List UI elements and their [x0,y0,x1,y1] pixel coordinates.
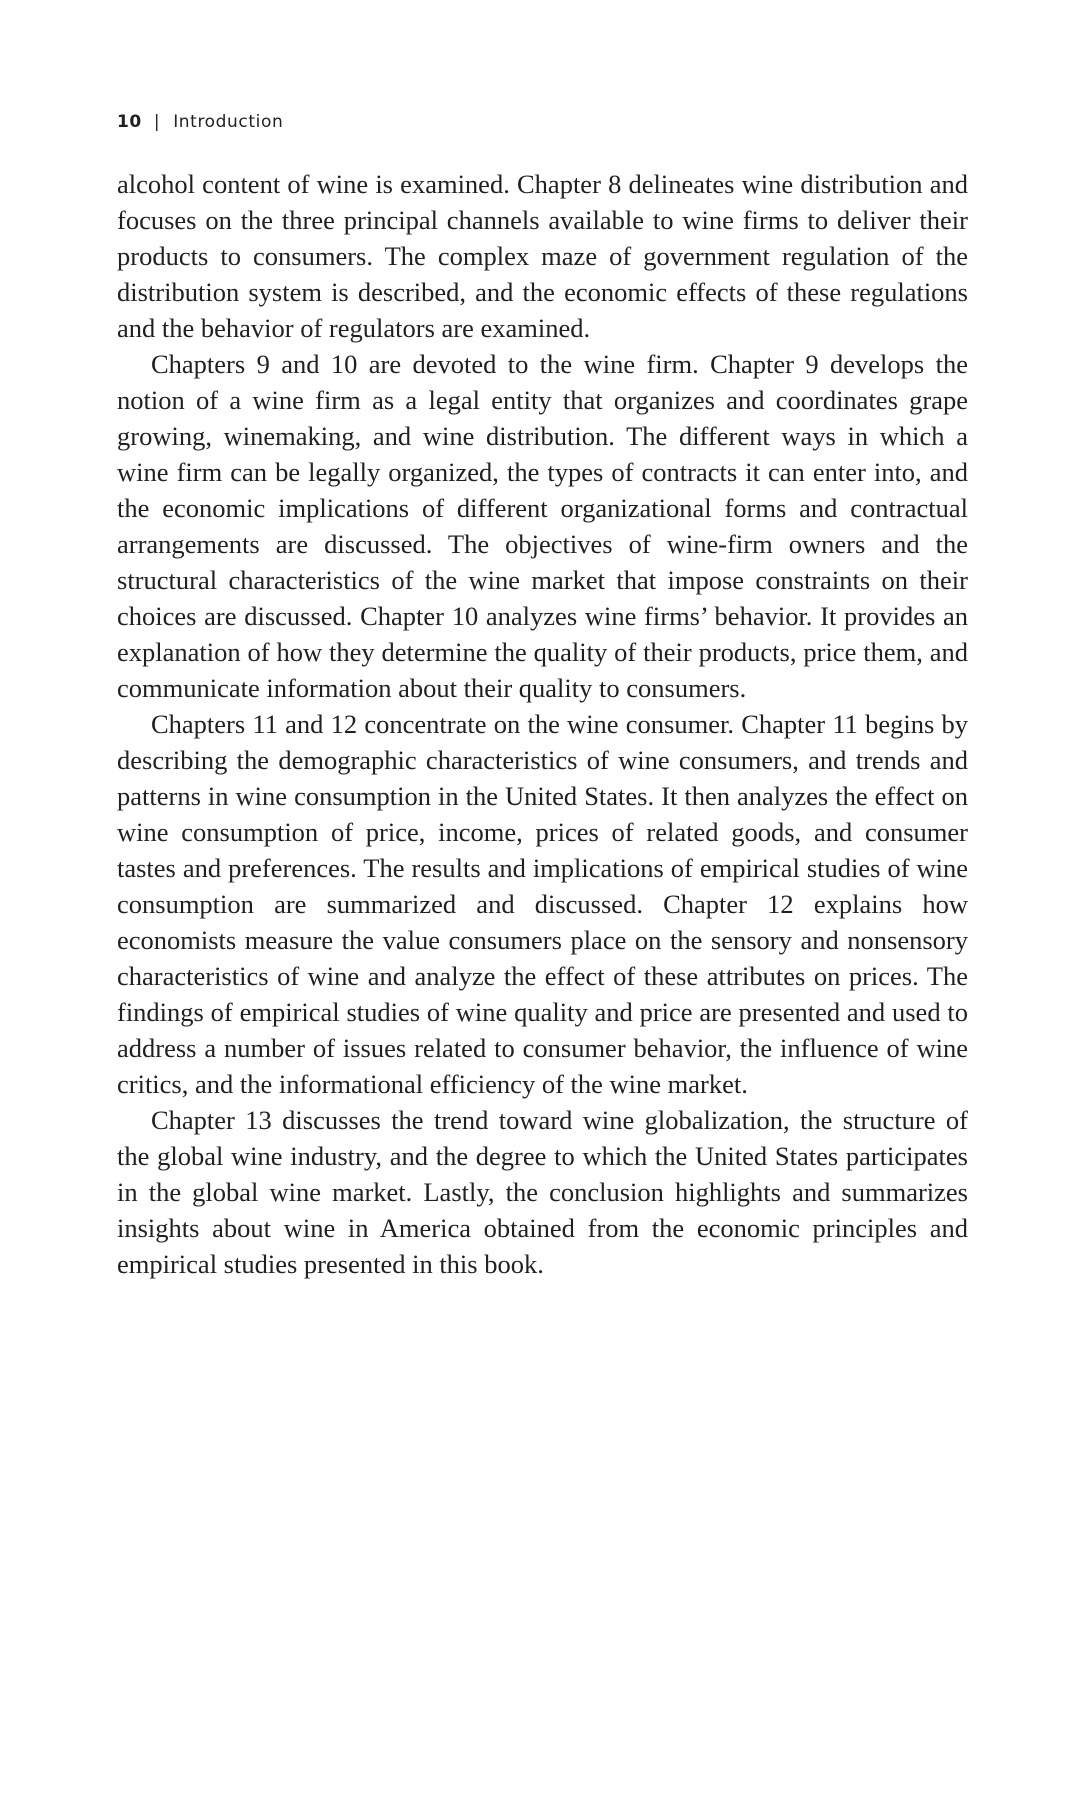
page-number: 10 [117,112,142,132]
running-header [117,112,283,132]
body-text [117,166,968,1282]
paragraph-continued: alcohol content of wine is examined. Chapter 8 delineates wine distribution and focuses on the three principal channels available to wine firms to deliver their products to consumers. The complex maze of government regulation of the distribution system is described, and the economic effects of these regulations and the behavior of regulators are examined. [117,169,968,343]
paragraph-wine-consumer: Chapters 11 and 12 concentrate on the wine consumer. Chapter 11 begins by describing the demographic characteristics of wine consumers, and trends and patterns in wine consumption in the United States. It then analyzes the effect on wine consumption of price, income, prices of related goods, and consumer tastes and preferences. The results and implications of empirical studies of wine consumption are summarized and discussed. Chapter 12 explains how economists measure the value consumers place on the sensory and nonsensory characteristics of wine and analyze the effect of these attributes on prices. The findings of empirical studies of wine quality and price are presented and used to address a number of issues related to consumer behavior, the influence of wine critics, and the informational efficiency of the wine market. [117,709,968,1099]
paragraph-globalization: Chapter 13 discusses the trend toward wine globalization, the structure of the global wine industry, and the degree to which the United States participates in the global wine market. Lastly, the conclusion highlights and summarizes insights about wine in America obtained from the economic principles and empirical studies presented in this book. [117,1105,968,1279]
running-title: Introduction [173,112,284,132]
paragraph-wine-firm: Chapters 9 and 10 are devoted to the wine firm. Chapter 9 develops the notion of a wine firm as a legal entity that organizes and coordinates grape growing, winemaking, and wine distribution. The different ways in which a wine firm can be legally organized, the types of contracts it can enter into, and the economic implications of different organizational forms and contractual arrangements are discussed. The objectives of wine-firm owners and the structural characteristics of the wine market that impose constraints on their choices are discussed. Chapter 10 analyzes wine firms’ behavior. It provides an explanation of how they determine the quality of their products, price them, and communicate information about their quality to consumers. [117,349,968,703]
header-separator: | [153,112,161,132]
